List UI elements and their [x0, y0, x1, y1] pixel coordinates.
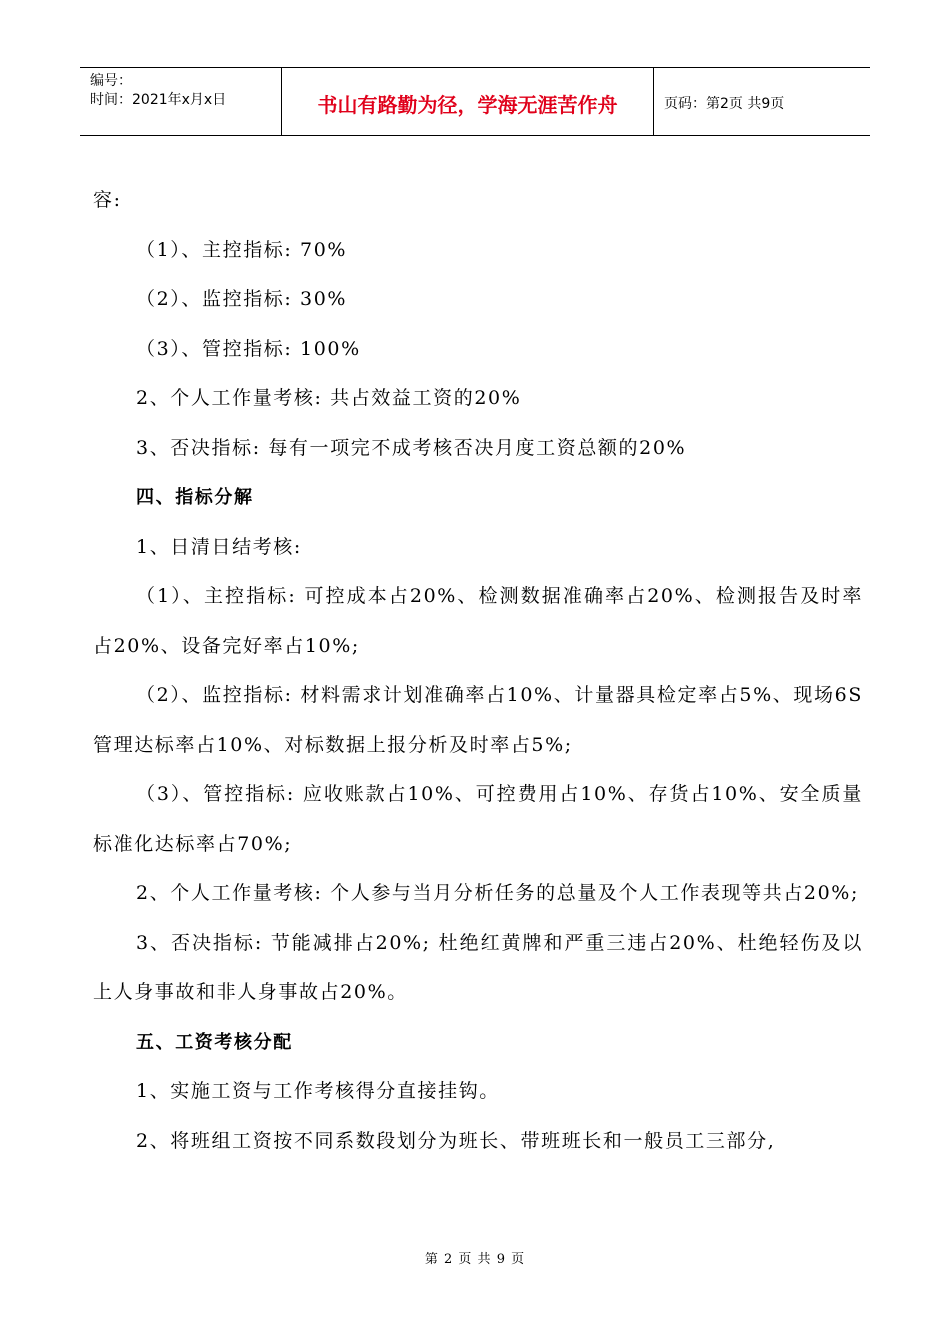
- body-paragraph: （1）、主控指标: 70%: [136, 238, 348, 261]
- header-meta-cell: [80, 68, 282, 135]
- body-paragraph: 容:: [93, 189, 122, 211]
- header-page-number: 页码：第2页 共9页: [664, 95, 785, 112]
- document-body: [93, 176, 863, 1166]
- body-paragraph: 2、个人工作量考核: 个人参与当月分析任务的总量及个人工作表现等共占20%;: [136, 882, 859, 904]
- body-paragraph: （2）、监控指标: 30%: [136, 288, 348, 310]
- document-date-label: 时间：2021年x月x日: [90, 92, 227, 108]
- footer-page-number: 第 2 页 共 9 页: [424, 1252, 526, 1267]
- page-footer: [0, 1248, 950, 1267]
- header-page-cell: [654, 68, 870, 135]
- body-paragraph: 2、将班组工资按不同系数段划分为班长、带班班长和一般员工三部分,: [136, 1129, 776, 1152]
- body-paragraph: 1、实施工资与工作考核得分直接挂钩。: [136, 1080, 500, 1102]
- header-motto-cell: [282, 68, 654, 135]
- body-paragraph: （2）、监控指标: 材料需求计划准确率占10%、计量器具检定率占5%、现场6S管理达标率占10%、对标数据上报分析及时率占5%;: [93, 684, 863, 756]
- body-paragraph: （1）、主控指标: 可控成本占20%、检测数据准确率占20%、检测报告及时率占20%、设备完好率占10%;: [93, 585, 863, 657]
- section-heading: 五、工资考核分配: [136, 1031, 293, 1053]
- document-header: [80, 67, 870, 136]
- section-heading: 四、指标分解: [136, 487, 254, 508]
- body-paragraph: 3、否决指标: 节能减排占20%; 杜绝红黄牌和严重三违占20%、杜绝轻伤及以上人身事故和非人身事故占20%。: [93, 931, 863, 1003]
- body-paragraph: 2、个人工作量考核: 共占效益工资的20%: [136, 387, 522, 409]
- header-motto: 书山有路勤为径，学海无涯苦作舟: [317, 93, 618, 117]
- body-paragraph: 1、日清日结考核:: [136, 535, 302, 558]
- body-paragraph: （3）、管控指标: 100%: [136, 337, 361, 360]
- body-paragraph: （3）、管控指标: 应收账款占10%、可控费用占10%、存货占10%、安全质量标准化达标率占70%;: [93, 783, 863, 855]
- body-paragraph: 3、否决指标: 每有一项完不成考核否决月度工资总额的20%: [136, 436, 687, 459]
- document-number-label: 编号：: [90, 73, 132, 89]
